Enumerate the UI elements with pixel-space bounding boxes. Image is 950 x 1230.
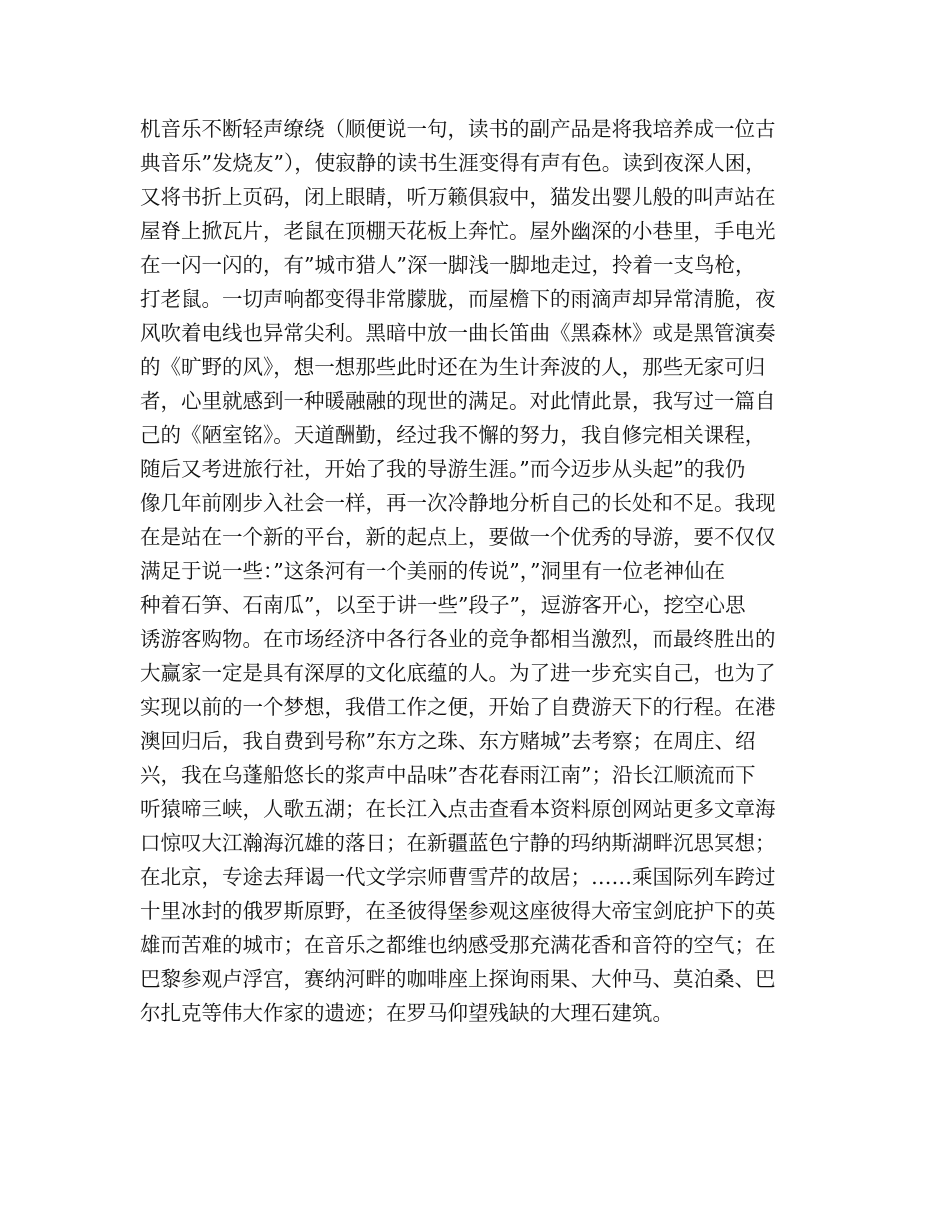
text-line-12: 像几年前刚步入社会一样，再一次冷静地分析自己的长处和不足。我现 [140, 491, 776, 515]
text-line-1: 机音乐不断轻声缭绕（顺便说一句，读书的副产品是将我培养成一位古 [140, 117, 776, 141]
text-line-5: 在一闪一闪的，有”城市猎人”深一脚浅一脚地走过，拎着一支鸟枪， [140, 253, 756, 277]
text-line-23: 在北京，专途去拜谒一代文学宗师曹雪芹的故居；……乘国际列车跨过 [140, 865, 776, 889]
text-line-22: 口惊叹大江瀚海沉雄的落日；在新疆蓝色宁静的玛纳斯湖畔沉思冥想； [140, 831, 776, 855]
text-line-9: 者，心里就感到一种暖融融的现世的满足。对此情此景，我写过一篇自 [140, 389, 776, 413]
text-line-2: 典音乐”发烧友”），使寂静的读书生涯变得有声有色。读到夜深人困， [140, 151, 766, 175]
text-line-10: 己的《陋室铭》。天道酬勤，经过我不懈的努力，我自修完相关课程， [140, 423, 766, 447]
text-line-16: 诱游客购物。在市场经济中各行各业的竞争都相当激烈，而最终胜出的 [140, 627, 776, 651]
text-line-20: 兴，我在乌蓬船悠长的浆声中品味”杏花春雨江南”；沿长江顺流而下 [140, 763, 756, 787]
text-line-13: 在是站在一个新的平台，新的起点上，要做一个优秀的导游，要不仅仅 [140, 525, 776, 549]
text-line-4: 屋脊上掀瓦片，老鼠在顶棚天花板上奔忙。屋外幽深的小巷里，手电光 [140, 219, 776, 243]
text-line-26: 巴黎参观卢浮宫，赛纳河畔的咖啡座上探询雨果、大仲马、莫泊桑、巴 [140, 967, 776, 991]
text-line-15: 种着石笋、石南瓜”，以至于讲一些”段子”，逗游客开心，挖空心思 [140, 593, 746, 617]
text-line-27: 尔扎克等伟大作家的遗迹；在罗马仰望残缺的大理石建筑。 [140, 1001, 673, 1025]
text-line-11: 随后又考进旅行社，开始了我的导游生涯。”而今迈步从头起”的我仍 [140, 457, 746, 481]
text-line-6: 打老鼠。一切声响都变得非常朦胧，而屋檐下的雨滴声却异常清脆，夜 [140, 287, 776, 311]
text-line-21: 听猿啼三峡，人歌五湖；在长江入点击查看本资料原创网站更多文章海 [140, 797, 776, 821]
body-text [140, 112, 820, 1030]
text-line-25: 雄而苦难的城市；在音乐之都维也纳感受那充满花香和音符的空气；在 [140, 933, 776, 957]
text-line-17: 大赢家一定是具有深厚的文化底蕴的人。为了进一步充实自己，也为了 [140, 661, 776, 685]
text-line-7: 风吹着电线也异常尖利。黑暗中放一曲长笛曲《黑森林》或是黑管演奏 [140, 321, 776, 345]
text-line-14: 满足于说一些：”这条河有一个美丽的传说”，”洞里有一位老神仙在 [140, 559, 725, 583]
text-line-18: 实现以前的一个梦想，我借工作之便，开始了自费游天下的行程。在港 [140, 695, 776, 719]
text-line-3: 又将书折上页码，闭上眼睛，听万籁俱寂中，猫发出婴儿般的叫声站在 [140, 185, 776, 209]
text-line-8: 的《旷野的风》，想一想那些此时还在为生计奔波的人，那些无家可归 [140, 355, 766, 379]
text-line-24: 十里冰封的俄罗斯原野，在圣彼得堡参观这座彼得大帝宝剑庇护下的英 [140, 899, 776, 923]
text-line-19: 澳回归后，我自费到号称”东方之珠、东方赌城”去考察；在周庄、绍 [140, 729, 756, 753]
